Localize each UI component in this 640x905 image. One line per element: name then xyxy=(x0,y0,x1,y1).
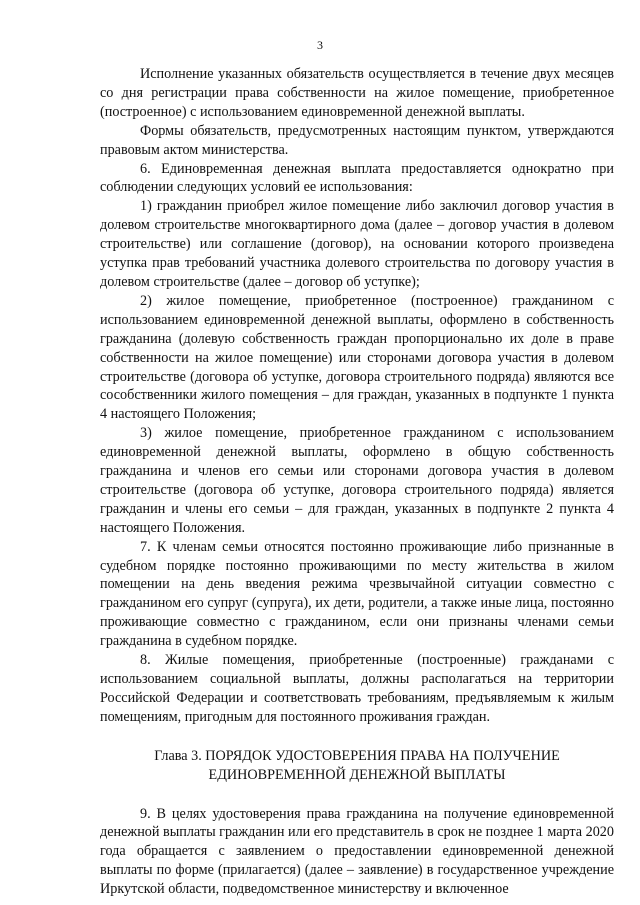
paragraph-item-6-3: 3) жилое помещение, приобретенное гражданином с использованием единовременной денежной выплаты, оформлено в общую собственность гражданина и членов его семьи или сторонами договора участия в долевом строительстве (договора об уступке, договора строительного подряда) является гражданин и члены его семьи – для граждан, указанных в подпункте 2 пункта 4 настоящего Положения. xyxy=(100,425,614,536)
chapter-heading-line-2: ЕДИНОВРЕМЕННОЙ ДЕНЕЖНОЙ ВЫПЛАТЫ xyxy=(208,766,506,783)
page-number: 3 xyxy=(317,38,323,52)
paragraph-obligations-forms: Формы обязательств, предусмотренных настоящим пунктом, утверждаются правовым актом министерства. xyxy=(100,122,614,158)
chapter-heading-line-1: Глава 3. ПОРЯДОК УДОСТОВЕРЕНИЯ ПРАВА НА ПОЛУЧЕНИЕ xyxy=(154,747,560,764)
paragraph-item-9: 9. В целях удостоверения права гражданина на получение единовременной денежной выплаты гражданин или его представитель в срок не позднее 1 марта 2020 года обращается с заявлением о предоставлении единовременной денежной выплаты по форме (прилагается) (далее – заявление) в государственное учреждение Иркутской области, подведомственное министерству и включенное xyxy=(100,805,614,898)
chapter-heading xyxy=(100,747,614,785)
paragraph-item-8: 8. Жилые помещения, приобретенные (построенные) гражданами с использованием социальной выплаты, должны располагаться на территории Российской Федерации и соответствовать требованиям, предъявляемым к жилым помещениям, пригодным для постоянного проживания граждан. xyxy=(100,652,614,725)
paragraph-item-7: 7. К членам семьи относятся постоянно проживающие либо признанные в судебном порядке постоянно проживающими по месту жительства в жилом помещении на день введения режима чрезвычайной ситуации совместно с гражданином его супруг (супруга), их дети, родители, а также иные лица, постоянно проживающие совместно с гражданином, если они признаны членами семьи гражданина в судебном порядке. xyxy=(100,538,614,650)
paragraph-item-6: 6. Единовременная денежная выплата предоставляется однократно при соблюдении следующих условий ее использования: xyxy=(100,160,614,196)
paragraph-obligations-execution: Исполнение указанных обязательств осуществляется в течение двух месяцев со дня регистрации права собственности на жилое помещение, приобретенное (построенное) с использованием единовременной денежной выплаты. xyxy=(100,66,614,120)
document-body xyxy=(100,65,614,899)
paragraph-item-6-2: 2) жилое помещение, приобретенное (построенное) гражданином с использованием единовременной денежной выплаты, оформлено в собственность гражданина (долевую собственность граждан пропорционально их доле в праве собственности на жилое помещение) или сторонами договора участия в долевом строительстве (договора об уступке, договора строительного подряда) являются все сособственники жилого помещения – для граждан, указанных в подпункте 1 пункта 4 настоящего Положения; xyxy=(100,292,614,423)
paragraph-item-6-1: 1) гражданин приобрел жилое помещение либо заключил договор участия в долевом строительстве многоквартирного дома (далее – договор участия в долевом строительстве) или соглашение (договор), на основании которого произведена уступка прав требований участника долевого строительства по договору участия в долевом строительстве (далее – договор об уступке); xyxy=(100,198,614,290)
